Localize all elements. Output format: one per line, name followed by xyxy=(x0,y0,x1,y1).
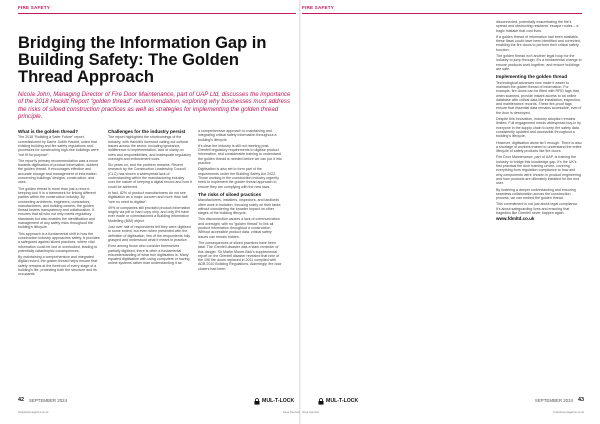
paragraph: By maintaining a comprehensive and integrated digital record, the golden thread helps ensure that safety remains at the forefront of every stage of a building’s life, protecting both the structure and its occupants. xyxy=(18,255,98,277)
column-2 xyxy=(108,129,192,268)
paragraph: The consequences of siloed practices have been fatal. The Grenfell disaster was a stark reminder of this danger. Sir Martin Moore-Bick’s supplemental report on the Grenfell disaster revealed that nine of the 196 fire doors replaced in 2011 complied with ADB 2010 Building Regulations. Alarmingly, fire door closers had been xyxy=(198,240,282,271)
paragraph: disconnected, potentially exacerbating the fire’s spread and obstructing residents’ escape routes – a tragic mistake that cost lives. xyxy=(496,20,579,33)
paragraph: Fire Door Maintenance, part of UAP, is training the industry to bridge this knowledge gap. It’s the UK’s first practical fire door training centre, covering everything from regulation compliance to how and why components were chosen in product engineering and how products are ultimately installed for the end user. xyxy=(496,155,581,186)
paragraph: Digitisation is also set to form part of the requirements under the Building Safety Act 2022. Those working in the construction industry urgently need to implement the golden thread approach to ensure they are complying with the new laws. xyxy=(198,167,279,189)
footer-sponsor-left: Issue Sponsor xyxy=(282,411,300,414)
paragraph: Manufacturers, installers, inspectors, and landlords often work in isolation, focusing solely on their tasks without considering the broader impact on other stages of the building lifecycle. xyxy=(198,198,281,216)
page-fold xyxy=(299,0,301,424)
column-1 xyxy=(18,129,102,279)
article-title: Bridging the Information Gap in Building Safety: The Golden Thread Approach xyxy=(18,34,267,86)
column-3 xyxy=(198,129,282,273)
subheading-implementing: Implementing the golden thread xyxy=(496,74,568,80)
paragraph: The report’s primary recommendation was a move towards digitisation of product information, dubbed the golden thread. It encourages effective and accurate storage and management of information concerning buildings’ designs, construction, and uses. xyxy=(18,158,99,185)
paragraph: In fact, 82% of product manufacturers do not see digitisation as a major concern and more than half “see no need to digitise”. xyxy=(108,190,188,204)
paragraph: Technological advances now make it easier to maintain the golden thread of information. For example, fire doors can be fitted with RFID tags that, when scanned, provide instant access to an online database with critical data like installation, inspection, and maintenance records. These fire-proof tags ensure that essential data remains accessible, even if the door is destroyed. xyxy=(496,80,582,115)
paragraph: However, digitisation alone isn’t enough. There is also a shortage of workers trained to understand the entire lifecycle of safety products like fire doors. xyxy=(496,140,582,154)
column-4 xyxy=(496,20,582,224)
paragraph: The report highlighted the shortcomings of the industry, with Hackitt’s foreword calling out cultural issues across the sector, including ignorance, indifference to implementation, lack of clarity on roles and responsibilities, and inadequate regulatory oversight and enforcement tools. xyxy=(108,135,192,161)
section-label-right: FIRE SAFETY xyxy=(302,5,335,10)
paragraph: This commitment is not just about legal compliance. It’s about safeguarding lives and ensuring that tragedies like Grenfell never happen again. xyxy=(496,202,579,215)
footer-right xyxy=(302,396,584,404)
footer-small-right xyxy=(302,411,584,414)
footer-site-left: bodyshopmagazine.co.uk xyxy=(18,411,49,414)
paragraph: a comprehensive approach to maintaining and integrating critical safety information throughout a building’s lifecycle. xyxy=(198,129,277,142)
issue-date-left: SEPTEMBER 2024 xyxy=(29,397,68,403)
paragraph: 49% of companies still provided product information largely via pdf or hard copy only, and only 8% have ever made or commissioned a Building Information Modelling (BIM) object. xyxy=(108,205,191,223)
subheading-challenges: Challenges for the industry persist xyxy=(108,129,186,134)
sponsor-logo xyxy=(254,397,294,405)
issue-date-right: SEPTEMBER 2024 xyxy=(534,397,573,403)
sponsor-logo-text: MUL-T-LOCK xyxy=(326,398,359,404)
footer-small-left xyxy=(18,411,300,414)
paragraph: Despite this innovation, industry adoption remains limited. Full engagement needs widespread buy-in by everyone in the supply chain to keep fire safety data consistently updated and accessible throughout a building’s lifecycle. xyxy=(496,117,581,139)
subheading-siloed-risks: The risks of siloed practices xyxy=(198,191,262,197)
article-standfirst: Nicola John, Managing Director of Fire Door Maintenance, part of UAP Ltd, discusses the importance of the 2018 Hackitt Report “golden thread” recommendation, exploring why businesses must address the risks of siloed construction practices as well as strategies for implementing the golden thread principle. xyxy=(18,91,291,120)
paragraph: This disconnection causes a lack of communication and oversight, with no “golden thread” to link all product information throughout a construction. Without accessible product data, critical safety issues can remain hidden. xyxy=(198,217,280,239)
paragraph: Six years on, and the problem remains. Recent research by the Construction Leadership Council (CLC) has shown a widespread lack of understanding within the manufacturing industry over the nature of keeping a digital record and how it could be achieved. xyxy=(108,163,192,189)
page-number-left: 42 xyxy=(18,397,24,403)
header-rule-left xyxy=(18,13,296,14)
header-rule-right xyxy=(302,13,582,14)
footer-sponsor-right: Issue Sponsor xyxy=(302,411,320,414)
website-link[interactable]: www.fdmltd.co.uk xyxy=(496,216,535,222)
paragraph: By fostering a deeper understanding and ensuring seamless collaboration across the construction process, we can embed the golden thread. xyxy=(496,187,576,201)
paragraph: Even among those who consider themselves partially digitised, there is often a fundamental misunderstanding of what true digitisation is. Many equated digitisation with using computers or having online systems rather than understanding it as xyxy=(108,244,190,266)
paragraph: This approach is a fundamental shift in how the construction industry approaches safety. It provides a safeguard against siloed practices, where vital information could be lost or overlooked, leading to potentially catastrophic consequences. xyxy=(18,231,100,253)
lock-icon xyxy=(254,398,260,405)
paragraph: The 2018 “Building a Safer Future” report, commissioned by Dame Judith Hackitt, noted that existing building and fire safety regulations and processes for constructing high-rise buildings were “not fit for purpose”. xyxy=(18,135,99,157)
paragraph: The golden thread is more than just a record-keeping tool; it is a framework for linking different parties within the construction industry. By connecting architects, engineers, contractors, manufacturers, and building owners, the golden thread fosters transparency and collaboration. It ensures that all who not only meets regulatory standards but also enables the identification and management of any safety risks throughout the building’s lifecycle. xyxy=(18,186,96,230)
footer-site-right: bodyshopmagazine.co.uk xyxy=(553,411,584,414)
section-label-left: FIRE SAFETY xyxy=(18,5,51,10)
subheading-golden-thread: What is the golden thread? xyxy=(18,129,79,134)
sponsor-logo-text: MUL-T-LOCK xyxy=(262,398,295,404)
paragraph: Just over half of respondents felt they were digitised to some extent, but even when presented with the definition of digitisation, few of the respondents fully grasped and understood what it meant in practice. xyxy=(108,225,191,242)
paragraph: It’s clear the industry is still not meeting post-Grenfell regulatory requirements to digitise product information, and considerable training to understand the golden thread is needed before we can put it into practice. xyxy=(198,143,282,166)
paragraph: If a golden thread of information had been available, these flaws could have been identified and corrected, enabling the fire doors to perform their critical safety function. xyxy=(496,34,581,52)
page-number-right: 43 xyxy=(578,397,584,403)
paragraph: The golden thread isn’t another legal hoop for the industry to jump through. It’s a fundamental change to ensure products work together, and ensure buildings are safe. xyxy=(496,54,582,71)
